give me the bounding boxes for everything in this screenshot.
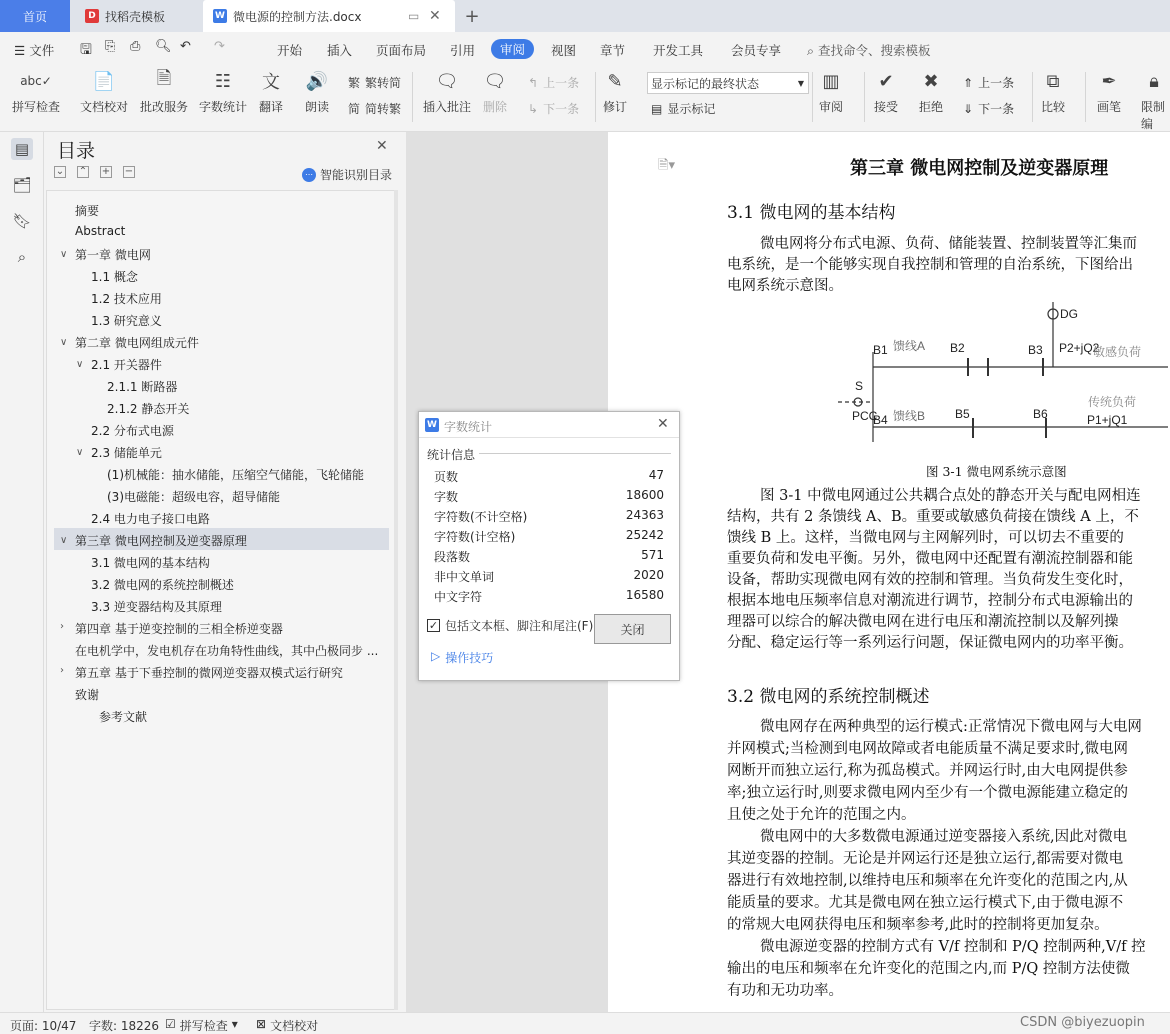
toc-panel-icon[interactable]: ▤ bbox=[11, 138, 33, 160]
stat-row bbox=[434, 508, 664, 525]
play-icon: ▷ bbox=[431, 649, 441, 663]
toc-item[interactable]: 2.1.2 静态开关 bbox=[107, 402, 190, 416]
ribbon-divider bbox=[412, 72, 413, 122]
compare-icon: ⧉ bbox=[1046, 70, 1060, 92]
checkbox-checked-icon: ☑ bbox=[165, 1017, 176, 1031]
trad-label: 繁转简 bbox=[365, 76, 402, 90]
stat-row bbox=[434, 468, 664, 485]
menu-file[interactable]: ☰ 文件 bbox=[14, 43, 55, 58]
chevron-down-icon[interactable]: ∨ bbox=[60, 535, 68, 546]
restrict-edit-label: 限制编 bbox=[1141, 100, 1166, 131]
chevron-down-icon[interactable]: ∨ bbox=[76, 447, 84, 458]
word-count-indicator[interactable]: 字数: 18226 bbox=[89, 1019, 160, 1033]
paragraph-line: 电网系统示意图。 bbox=[727, 278, 843, 294]
toc-item[interactable]: 2.2 分布式电源 bbox=[91, 424, 174, 438]
paragraph-line: 馈线 B 上。这样，当微电网与主网解列时，可以切去不重要的 bbox=[727, 530, 1124, 546]
toc-panel bbox=[44, 132, 406, 1012]
tab-document-label: 微电源的控制方法.docx bbox=[233, 9, 362, 24]
track-changes-button[interactable] bbox=[602, 68, 628, 115]
status-bar bbox=[0, 1012, 1170, 1034]
status-doc-check[interactable] bbox=[256, 1017, 318, 1034]
diagram-label: S bbox=[855, 379, 864, 393]
translate-button[interactable] bbox=[258, 68, 284, 115]
menu-start[interactable]: 开始 bbox=[277, 43, 303, 58]
spell-check-icon: abc✓ bbox=[20, 74, 52, 88]
stat-label: 中文字符 bbox=[434, 590, 483, 604]
review-pane-icon: ▥ bbox=[822, 70, 840, 92]
section-divider bbox=[479, 453, 671, 454]
chevron-down-icon[interactable]: ∨ bbox=[60, 337, 68, 348]
spell-check-button[interactable] bbox=[12, 68, 60, 115]
menu-devtools[interactable]: 开发工具 bbox=[653, 43, 704, 58]
stat-label: 字符数(计空格) bbox=[434, 530, 516, 544]
diagram-label: 馈线B bbox=[893, 409, 926, 423]
chevron-down-icon: ▼ bbox=[797, 78, 804, 88]
chevron-down-icon: ▾ bbox=[231, 1017, 238, 1031]
status-spell-check[interactable] bbox=[165, 1017, 238, 1034]
diagram-label: 传统负荷 bbox=[1088, 395, 1137, 409]
paragraph-line: 并网模式;当检测到电网故障或者电能质量不满足要求时,微电网 bbox=[727, 741, 1128, 757]
diagram-label: 敏感负荷 bbox=[1093, 345, 1142, 359]
show-markup-icon: ▤ bbox=[651, 101, 663, 116]
toc-item[interactable]: 2.3 储能单元 bbox=[91, 446, 162, 460]
toc-item[interactable]: 3.1 微电网的基本结构 bbox=[91, 556, 210, 570]
stat-label: 页数 bbox=[434, 470, 459, 484]
toc-item[interactable]: 参考文献 bbox=[99, 710, 148, 724]
section-heading: 3.1 微电网的基本结构 bbox=[727, 203, 896, 223]
toc-scrollbar[interactable] bbox=[394, 190, 398, 1010]
figure-caption: 图 3-1 微电网系统示意图 bbox=[926, 464, 1067, 479]
stat-label: 字数 bbox=[434, 490, 459, 504]
ribbon-divider bbox=[1032, 72, 1033, 122]
save-icon[interactable]: 🖫 bbox=[80, 42, 92, 58]
paragraph-line: 能质量的要求。尤其是微电网在独立运行模式下,由于微电源不 bbox=[727, 895, 1124, 911]
doc-check-label: 文档校对 bbox=[80, 100, 129, 114]
chevron-down-icon[interactable]: ∨ bbox=[60, 249, 68, 260]
paragraph-line: 的常规大电网获得电压和频率参考,此时的控制将更加复杂。 bbox=[727, 917, 1109, 933]
menu-chapter[interactable]: 章节 bbox=[600, 43, 626, 58]
toc-item[interactable]: 2.1 开关器件 bbox=[91, 358, 162, 372]
toc-item[interactable]: (3)电磁能：超级电容，超导储能 bbox=[107, 490, 280, 504]
word-count-button[interactable] bbox=[199, 68, 247, 115]
collapse-all-icon[interactable]: ⌄ bbox=[55, 166, 65, 177]
diagram-label: B2 bbox=[950, 341, 965, 355]
diagram-label: DG bbox=[1060, 307, 1078, 321]
stat-value: 25242 bbox=[625, 528, 664, 542]
stat-row bbox=[434, 488, 664, 505]
translate-label: 翻译 bbox=[258, 100, 283, 114]
watermark: CSDN @biyezuopin bbox=[1020, 1015, 1145, 1030]
stat-row bbox=[434, 548, 664, 565]
toc-item[interactable]: Abstract bbox=[75, 224, 126, 238]
paragraph-line: 器进行有效地控制,以维持电压和频率在允许变化的范围之内,从 bbox=[727, 873, 1128, 889]
expand-up-icon[interactable]: ⌃ bbox=[78, 166, 88, 177]
smart-toc-button[interactable] bbox=[302, 166, 392, 183]
next-comment-button[interactable] bbox=[528, 100, 579, 117]
stat-value: 24363 bbox=[625, 508, 664, 522]
add-heading-icon[interactable]: + bbox=[101, 166, 111, 177]
stat-value: 47 bbox=[648, 468, 664, 482]
toc-item[interactable]: 3.3 逆变器结构及其原理 bbox=[91, 600, 222, 614]
pen-label: 画笔 bbox=[1096, 100, 1121, 114]
review-pane-button[interactable] bbox=[818, 68, 844, 115]
diagram-label: P1+jQ1 bbox=[1087, 413, 1128, 427]
paragraph-line: 电系统，是一个能够实现自我控制和管理的自治系统，下图给出 bbox=[727, 257, 1133, 273]
prev-comment-icon: ↰ bbox=[528, 75, 539, 90]
prev-comment-button[interactable] bbox=[528, 74, 579, 91]
paragraph-line: 结构，共有 2 条馈线 A、B。重要或敏感负荷接在馈线 A 上，不 bbox=[727, 509, 1139, 525]
doc-check-icon: ⊠ bbox=[256, 1017, 267, 1031]
command-search-placeholder: 查找命令、搜索模板 bbox=[818, 43, 931, 58]
word-count-icon: ☷ bbox=[214, 70, 232, 92]
ribbon-divider bbox=[864, 72, 865, 122]
diagram-label: B3 bbox=[1028, 343, 1043, 357]
prev-comment-label: 上一条 bbox=[543, 76, 580, 90]
trad-to-simp-button[interactable] bbox=[348, 74, 401, 91]
chevron-down-icon[interactable]: ∨ bbox=[76, 359, 84, 370]
docer-icon: D bbox=[85, 9, 99, 23]
close-button[interactable]: 关闭 bbox=[594, 614, 671, 644]
menu-reference[interactable]: 引用 bbox=[450, 43, 476, 58]
toc-item[interactable]: 在电机学中，发电机存在功角特性曲线，其中凸极同步 ... bbox=[75, 644, 379, 658]
diagram-label: B6 bbox=[1033, 407, 1048, 421]
delete-comment-button[interactable] bbox=[482, 68, 508, 115]
command-search[interactable] bbox=[807, 41, 931, 59]
review-service-label: 批改服务 bbox=[140, 100, 189, 114]
status-spell-label: 拼写检查 bbox=[179, 1019, 228, 1033]
paragraph-line: 且使之处于允许的范围之内。 bbox=[727, 807, 916, 823]
toc-item[interactable]: 1.2 技术应用 bbox=[91, 292, 162, 306]
comment-icon: 🗨 bbox=[435, 70, 459, 92]
read-aloud-icon: 🔊 bbox=[305, 70, 329, 92]
tips-label: 操作技巧 bbox=[445, 651, 494, 665]
word-count-dialog bbox=[418, 411, 680, 681]
diagram-label: B4 bbox=[873, 413, 888, 427]
accept-icon: ✔ bbox=[878, 70, 894, 92]
paragraph-line: 微电源逆变器的控制方式有 V/f 控制和 P/Q 控制两种,V/f 控 bbox=[760, 939, 1146, 955]
new-tab-button[interactable] bbox=[460, 0, 484, 32]
compare-button[interactable] bbox=[1040, 68, 1066, 115]
paragraph-line: 输出的电压和频率在允许变化的范围之内,而 P/Q 控制方法使微 bbox=[727, 961, 1130, 977]
stat-value: 2020 bbox=[633, 568, 664, 582]
show-markup-label: 显示标记 bbox=[667, 102, 716, 116]
prev-change-label: 上一条 bbox=[978, 76, 1015, 90]
toc-item[interactable]: 第二章 微电网组成元件 bbox=[75, 336, 199, 350]
delete-comment-icon: 🗨 bbox=[483, 70, 507, 92]
paragraph-line: 微电网存在两种典型的运行模式:正常情况下微电网与大电网 bbox=[760, 719, 1142, 735]
checkbox-label: 包括文本框、脚注和尾注(F) bbox=[445, 619, 594, 633]
delete-comment-label: 删除 bbox=[482, 100, 507, 114]
dialog-title: 字数统计 bbox=[444, 420, 493, 434]
tab-document[interactable] bbox=[203, 0, 455, 32]
next-change-icon: ⇓ bbox=[963, 101, 974, 116]
nav-icon-bar bbox=[0, 132, 44, 1012]
preview-icon[interactable]: 🔍︎ bbox=[155, 39, 172, 54]
track-changes-label: 修订 bbox=[602, 100, 627, 114]
smart-icon: ⋯ bbox=[302, 168, 316, 182]
menu-file-label: 文件 bbox=[29, 43, 55, 58]
toc-item[interactable]: 1.1 概念 bbox=[91, 270, 138, 284]
ribbon-divider bbox=[595, 72, 596, 122]
paragraph-line: 图 3-1 中微电网通过公共耦合点处的静态开关与配电网相连 bbox=[760, 488, 1141, 504]
show-markup-button[interactable] bbox=[651, 100, 715, 117]
toc-item[interactable]: 2.4 电力电子接口电路 bbox=[91, 512, 210, 526]
tips-link[interactable] bbox=[431, 649, 493, 666]
menu-view[interactable]: 视图 bbox=[551, 43, 577, 58]
review-pane-label: 审阅 bbox=[818, 100, 843, 114]
plus-icon: + bbox=[464, 5, 480, 27]
doc-check-button[interactable] bbox=[80, 68, 128, 115]
stat-value: 571 bbox=[641, 548, 664, 562]
simp-icon: 简 bbox=[348, 102, 361, 116]
chevron-right-icon[interactable]: › bbox=[60, 621, 64, 632]
next-comment-label: 下一条 bbox=[543, 102, 580, 116]
menu-member[interactable]: 会员专享 bbox=[731, 43, 782, 58]
microgrid-diagram bbox=[838, 292, 1168, 462]
stat-label: 非中文单词 bbox=[434, 570, 495, 584]
markup-mode-select[interactable] bbox=[647, 72, 809, 94]
word-count-label: 字数统计 bbox=[199, 100, 248, 114]
tab-bar bbox=[0, 0, 1170, 32]
ribbon-divider bbox=[1085, 72, 1086, 122]
dialog-titlebar bbox=[419, 412, 679, 438]
section-heading: 3.2 微电网的系统控制概述 bbox=[727, 687, 930, 707]
toc-item[interactable]: 第一章 微电网 bbox=[75, 248, 151, 262]
tab-close-icon[interactable]: ✕ bbox=[429, 8, 441, 24]
paragraph-line: 网断开而独立运行,称为孤岛模式。并网运行时,由大电网提供参 bbox=[727, 763, 1128, 779]
checkbox-checked-icon: ✓ bbox=[428, 619, 439, 632]
review-service-button[interactable] bbox=[140, 68, 188, 115]
toc-item[interactable]: 1.3 研究意义 bbox=[91, 314, 162, 328]
stat-row bbox=[434, 568, 664, 585]
prev-change-icon: ⇑ bbox=[963, 75, 974, 90]
reject-button[interactable] bbox=[918, 68, 944, 115]
paragraph-line: 重要负荷和发电平衡。另外，微电网中还配置有潮流控制器和能 bbox=[727, 551, 1133, 567]
stat-value: 16580 bbox=[625, 588, 664, 602]
menu-insert[interactable]: 插入 bbox=[327, 43, 353, 58]
accept-button[interactable] bbox=[873, 68, 899, 115]
menu-bar bbox=[0, 32, 1170, 66]
reject-label: 拒绝 bbox=[918, 100, 943, 114]
tab-templates[interactable] bbox=[75, 0, 200, 32]
markup-mode-value: 显示标记的最终状态 bbox=[651, 76, 760, 91]
paragraph-line: 微电网中的大多数微电源通过逆变器接入系统,因此对微电 bbox=[760, 829, 1128, 845]
toc-item[interactable]: 3.2 微电网的系统控制概述 bbox=[91, 578, 234, 592]
paragraph-line: 微电网将分布式电源、负荷、储能装置、控制装置等汇集而 bbox=[760, 236, 1137, 252]
paragraph-line: 分配、稳定运行等一系列运行问题，保证微电网内的功率平衡。 bbox=[727, 635, 1133, 651]
dialog-section-label: 统计信息 bbox=[427, 448, 476, 462]
toc-item[interactable]: 摘要 bbox=[75, 204, 100, 218]
stat-row bbox=[434, 528, 664, 545]
smart-toc-label: 智能识别目录 bbox=[320, 168, 393, 182]
compare-label: 比较 bbox=[1040, 100, 1065, 114]
reject-icon: ✖ bbox=[923, 70, 939, 92]
diagram-label: B5 bbox=[955, 407, 970, 421]
paragraph-line: 率;独立运行时,则要求微电网内至少有一个微电源能建立稳定的 bbox=[727, 785, 1128, 801]
stat-row bbox=[434, 588, 664, 605]
paragraph-line: 设备，帮助实现微电网有效的控制和管理。当负荷发生变化时， bbox=[727, 572, 1133, 588]
paragraph-line: 其逆变器的控制。无论是并网运行还是独立运行,都需要对微电 bbox=[727, 851, 1124, 867]
simp-to-trad-button[interactable] bbox=[348, 100, 401, 117]
remove-heading-icon[interactable]: − bbox=[124, 166, 134, 177]
stat-value: 18600 bbox=[625, 488, 664, 502]
menu-review[interactable]: 审阅 bbox=[491, 39, 534, 59]
chevron-right-icon[interactable]: › bbox=[60, 665, 64, 676]
toc-item[interactable]: 2.1.1 断路器 bbox=[107, 380, 178, 394]
tab-templates-label: 找稻壳模板 bbox=[105, 9, 166, 24]
pen-icon: ✒ bbox=[1101, 70, 1117, 92]
toc-item[interactable]: 第五章 基于下垂控制的微网逆变器双模式运行研究 bbox=[75, 666, 343, 680]
next-change-label: 下一条 bbox=[978, 102, 1015, 116]
paragraph-line: 有功和无功功率。 bbox=[727, 983, 843, 999]
toc-title: 目录 bbox=[57, 140, 96, 162]
prev-change-button[interactable] bbox=[963, 74, 1014, 91]
trad-icon: 繁 bbox=[348, 76, 361, 90]
stat-label: 字符数(不计空格) bbox=[434, 510, 528, 524]
restrict-edit-icon: 🔒︎ bbox=[1149, 70, 1159, 92]
diagram-label: PCC bbox=[852, 409, 878, 423]
spell-check-label: 拼写检查 bbox=[12, 100, 61, 114]
document-page bbox=[608, 132, 1170, 1012]
toc-item[interactable]: 致谢 bbox=[75, 688, 100, 702]
stat-label: 段落数 bbox=[434, 550, 471, 564]
accept-label: 接受 bbox=[873, 100, 898, 114]
next-comment-icon: ↳ bbox=[528, 101, 539, 116]
close-icon[interactable]: ✕ bbox=[657, 416, 669, 432]
search-icon: ⌕ bbox=[807, 43, 815, 58]
menu-layout[interactable]: 页面布局 bbox=[376, 43, 427, 58]
diagram-label: P2+jQ2 bbox=[1059, 341, 1100, 355]
pen-button[interactable] bbox=[1096, 68, 1122, 115]
print-icon[interactable]: ⎙ bbox=[130, 39, 141, 54]
ribbon-divider bbox=[812, 72, 813, 122]
review-service-icon: 🗎 bbox=[156, 68, 172, 89]
toc-item[interactable]: (1)机械能：抽水储能，压缩空气储能，飞轮储能 bbox=[107, 468, 364, 482]
diagram-label: 馈线A bbox=[893, 339, 926, 353]
diagram-label: B1 bbox=[873, 343, 888, 357]
toc-item-selected[interactable]: 第三章 微电网控制及逆变器原理 bbox=[75, 534, 247, 548]
tab-home-label: 首页 bbox=[22, 9, 47, 24]
include-textbox-checkbox[interactable] bbox=[427, 617, 593, 634]
page-indicator[interactable]: 页面: 10/47 bbox=[10, 1019, 77, 1033]
read-aloud-label: 朗读 bbox=[304, 100, 329, 114]
next-change-button[interactable] bbox=[963, 100, 1014, 117]
paragraph-line: 理器可以综合的解决微电网在进行电压和潮流控制以及解列操 bbox=[727, 614, 1119, 630]
track-changes-icon: ✎ bbox=[607, 70, 623, 92]
tab-pin-icon[interactable]: ▭ bbox=[408, 9, 420, 23]
insert-comment-button[interactable] bbox=[423, 68, 471, 115]
translate-icon: 文 bbox=[262, 72, 280, 93]
insert-comment-label: 插入批注 bbox=[423, 100, 472, 114]
doc-check-icon: 📄 bbox=[92, 70, 116, 92]
status-doc-check-label: 文档校对 bbox=[270, 1019, 319, 1033]
ribbon-review bbox=[0, 66, 1170, 132]
page-options-icon[interactable]: 🗎▾ bbox=[658, 158, 675, 173]
redo-icon[interactable]: ↷ bbox=[214, 39, 225, 54]
simp-label: 简转繁 bbox=[365, 102, 402, 116]
word-doc-icon: W bbox=[425, 418, 439, 432]
find-icon[interactable]: ⌕ bbox=[17, 248, 27, 266]
undo-icon[interactable]: ↶ bbox=[180, 39, 191, 54]
restrict-edit-button[interactable] bbox=[1141, 68, 1170, 132]
chapter-nav-icon[interactable]: 🗂︎ bbox=[12, 176, 32, 194]
toc-item[interactable]: 第四章 基于逆变控制的三相全桥逆变器 bbox=[75, 622, 283, 636]
paragraph-line: 根据本地电压频率信息对潮流进行调节，控制分布式电源输出的 bbox=[727, 593, 1133, 609]
read-aloud-button[interactable] bbox=[304, 68, 330, 115]
bookmark-icon[interactable]: 🔖︎ bbox=[12, 212, 32, 230]
tab-home[interactable] bbox=[0, 0, 70, 32]
chapter-heading: 第三章 微电网控制及逆变器原理 bbox=[850, 158, 1109, 179]
close-icon[interactable]: ✕ bbox=[376, 138, 388, 154]
word-doc-icon: W bbox=[213, 9, 227, 23]
export-icon[interactable]: ⎘ bbox=[105, 39, 116, 54]
